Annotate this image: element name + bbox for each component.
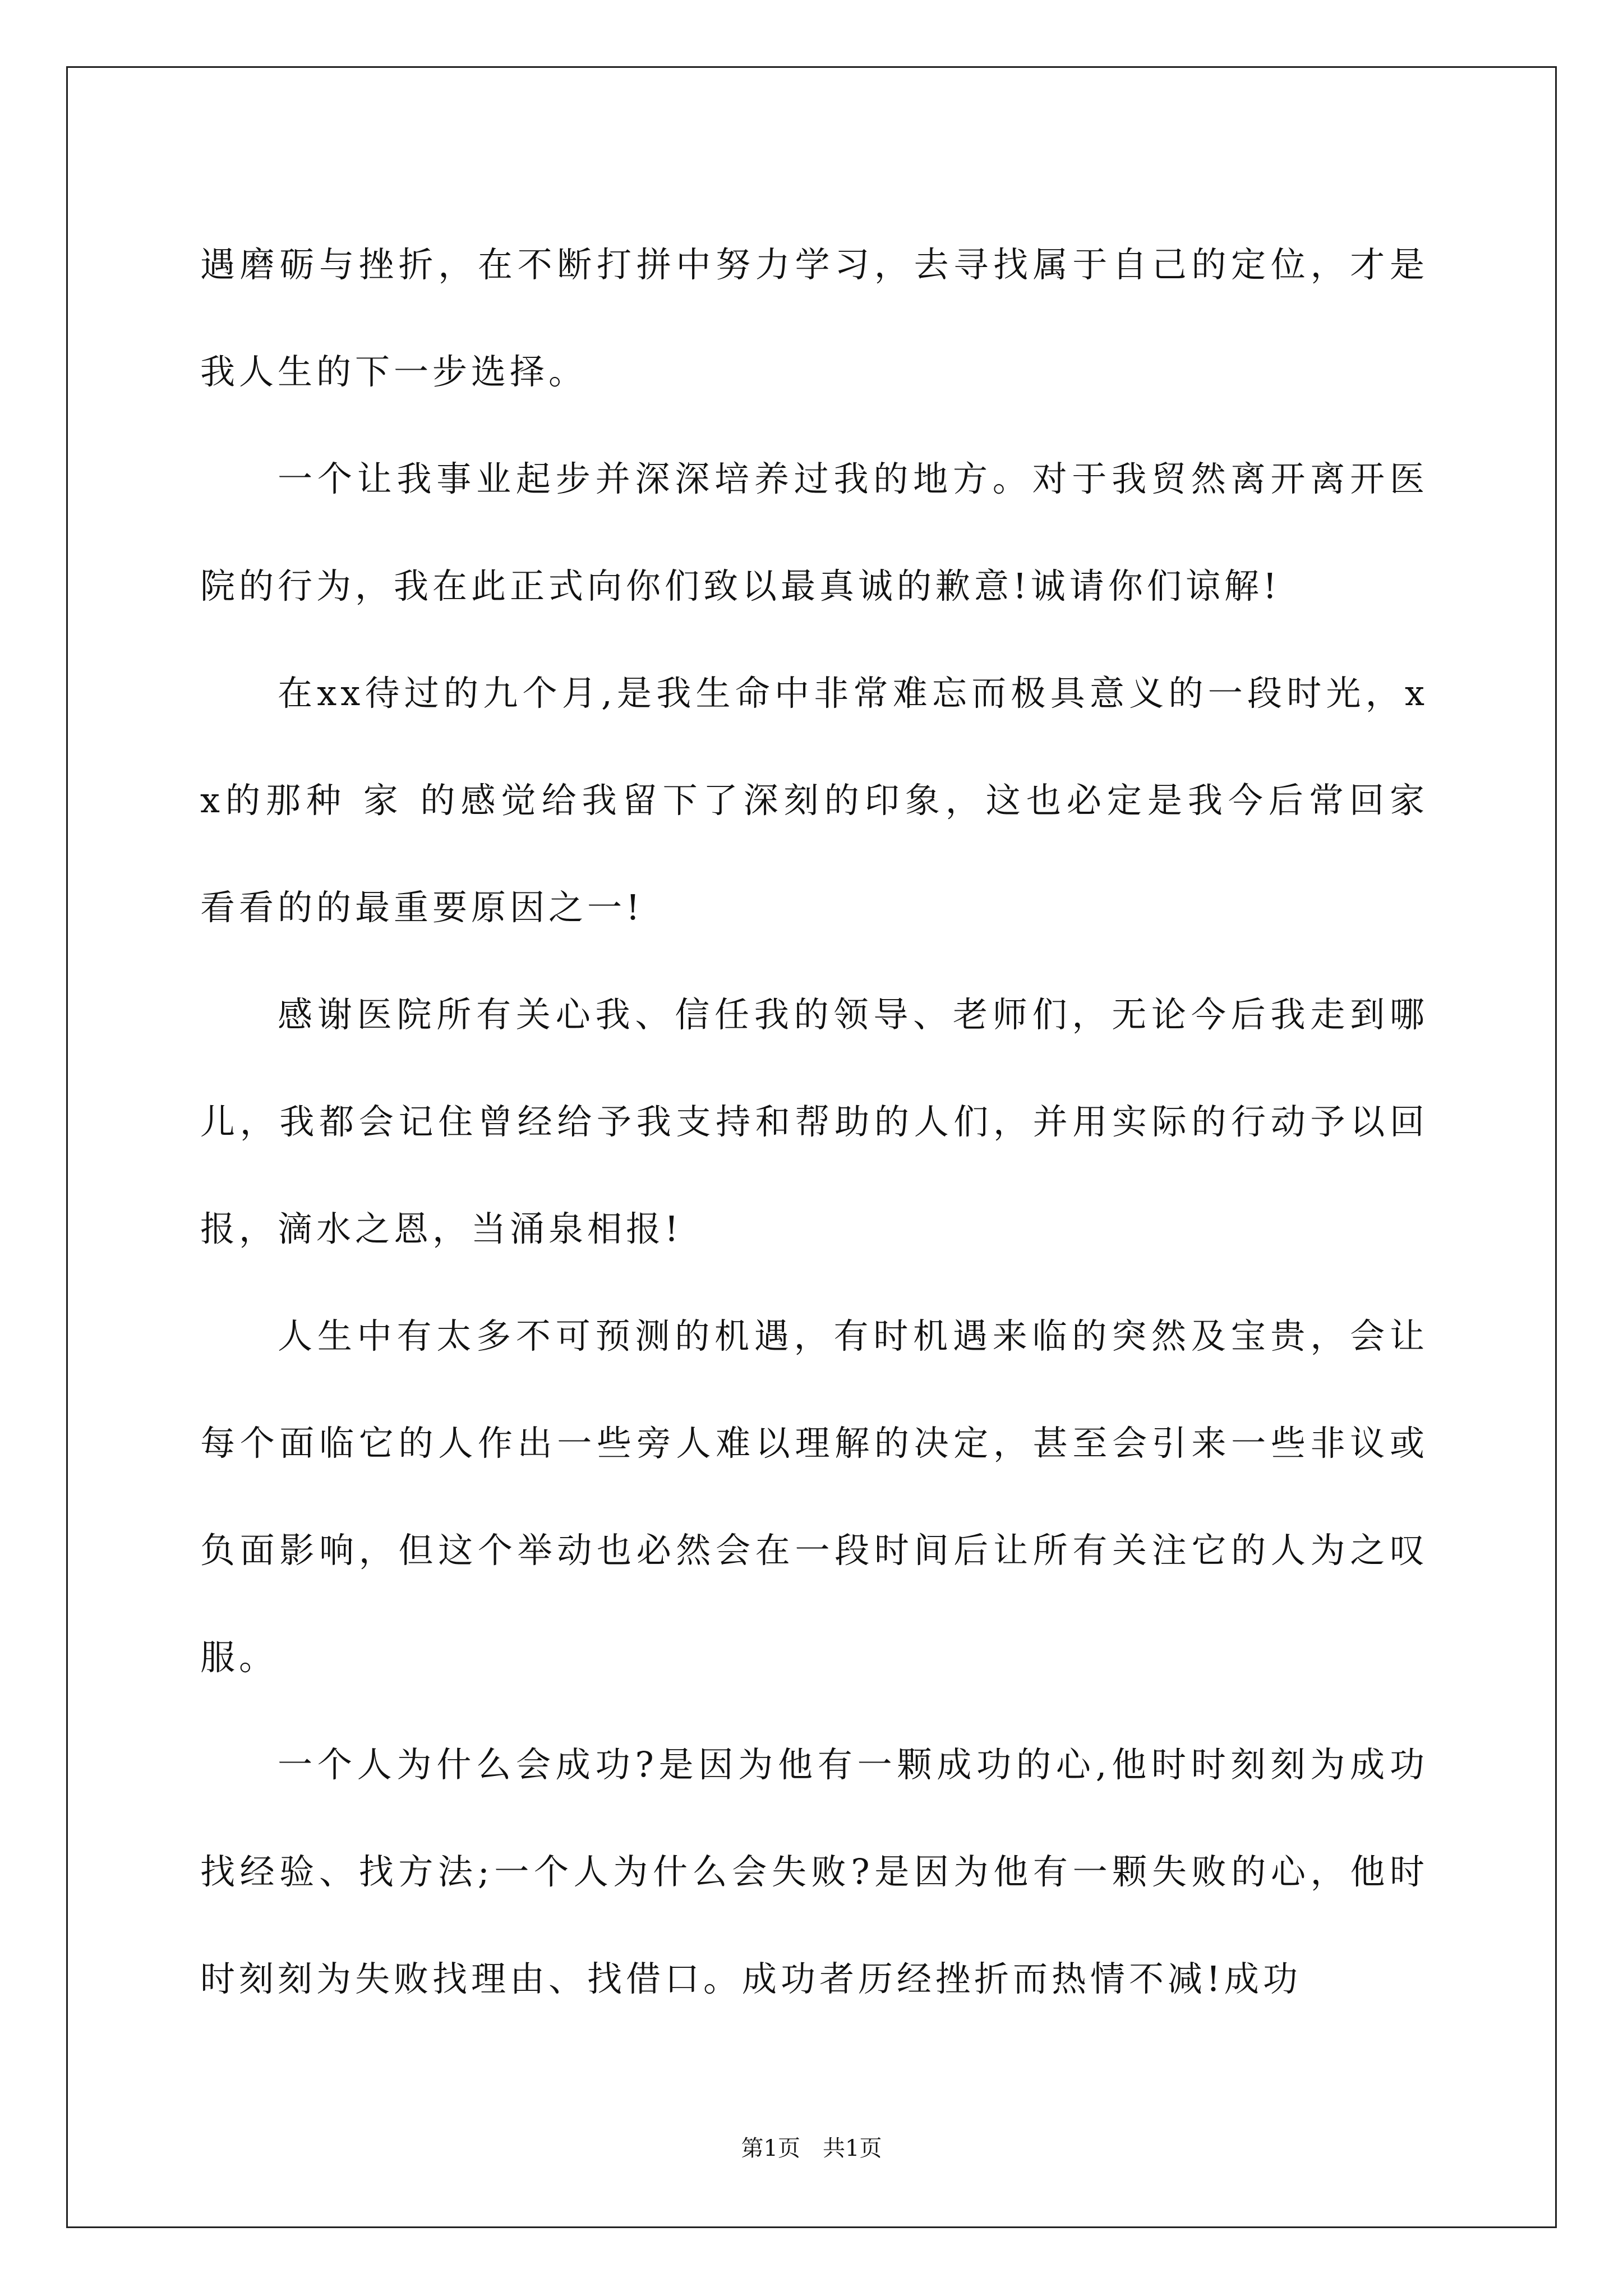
paragraph-3: 在xx待过的九个月,是我生命中非常难忘而极具意义的一段时光，xx的那种 家 的感觉给我留下了深刻的印象，这也必定是我今后常回家 看看的的最重要原因之一!: [200, 673, 1428, 928]
page-number-footer: 第1页 共1页: [741, 2136, 882, 2161]
document-body: [200, 211, 1428, 2032]
paragraph-1: 遇磨砺与挫折，在不断打拼中努力学习，去寻找属于自己的定位，才是我人生的下一步选择。: [200, 244, 1428, 392]
paragraph-2: 一个让我事业起步并深深培养过我的地方。对于我贸然离开离开医院的行为，我在此正式向你们致以最真诚的歉意!诚请你们谅解!: [200, 458, 1428, 606]
paragraph-5: 人生中有太多不可预测的机遇，有时机遇来临的突然及宝贵，会让每个面临它的人作出一些旁人难以理解的决定，甚至会引来一些非议或负面影响，但这个举动也必然会在一段时间后让所有关注它的人为之叹服。: [200, 1315, 1428, 1678]
paragraph-6: 一个人为什么会成功?是因为他有一颗成功的心,他时时刻刻为成功找经验、找方法;一个人为什么会失败?是因为他有一颗失败的心，他时时刻刻为失败找理由、找借口。成功者历经挫折而热情不减!成功: [200, 1744, 1428, 1999]
paragraph-4: 感谢医院所有关心我、信任我的领导、老师们，无论今后我走到哪儿，我都会记住曾经给予我支持和帮助的人们，并用实际的行动予以回报，滴水之恩，当涌泉相报!: [200, 994, 1428, 1249]
